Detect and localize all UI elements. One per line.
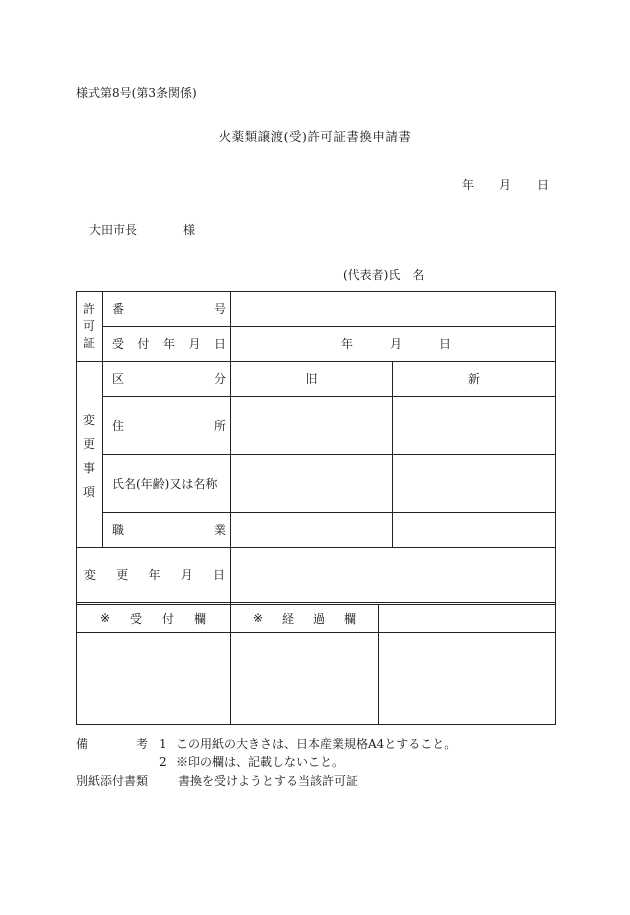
name-new-field[interactable]: [393, 455, 555, 512]
change-items-group-label: 変 更 事 項: [82, 413, 95, 499]
occupation-new-field[interactable]: [393, 513, 555, 547]
note-2-text: ※印の欄は、記載しないこと。: [176, 755, 345, 769]
received-date-label: 受 付 年 月 日: [112, 337, 226, 351]
document-title: 火薬類譲渡(受)許可証書換申請書: [218, 129, 412, 144]
address-old-field[interactable]: [231, 397, 392, 454]
received-year: 年: [341, 337, 354, 351]
notes-label-kou: 考: [136, 737, 149, 751]
permit-group-label: 許 可 証: [82, 301, 95, 350]
progress-field[interactable]: [231, 633, 378, 724]
change-date-label: 変 更 年 月 日: [84, 568, 225, 582]
addressee-honorific: 様: [183, 223, 196, 237]
note-2-number: 2: [159, 755, 167, 769]
address-label: 住 所: [112, 418, 226, 433]
occupation-old-field[interactable]: [231, 513, 392, 547]
reception-field[interactable]: [77, 633, 230, 724]
progress-column-header: ※ 経 過 欄: [253, 611, 356, 626]
old-column-header: 旧: [305, 372, 318, 386]
date-year: 年: [462, 178, 475, 192]
date-day: 日: [537, 178, 550, 192]
reception-column-header: ※ 受 付 欄: [100, 611, 206, 626]
name-label: 氏名(年齢)又は名称: [112, 476, 218, 491]
new-column-header: 新: [467, 372, 480, 386]
attachment-label: 別紙添付書類: [76, 774, 149, 788]
addressee: 大田市長: [89, 223, 138, 237]
note-1-number: 1: [159, 737, 167, 751]
name-old-field[interactable]: [231, 455, 392, 512]
permit-number-label: 番 号: [112, 302, 226, 316]
received-date-field[interactable]: [231, 326, 555, 361]
representative-name-label: (代表者)氏 名: [343, 268, 425, 282]
form-number: 様式第8号(第3条関係): [76, 86, 197, 100]
application-form-table: [76, 291, 556, 725]
address-new-field[interactable]: [393, 397, 555, 454]
note-1-text: この用紙の大きさは、日本産業規格A4とすること。: [176, 737, 457, 751]
received-day: 日: [439, 337, 452, 351]
occupation-label: 職 業: [112, 523, 226, 537]
permit-number-field[interactable]: [231, 291, 555, 326]
extra-column-header: [379, 604, 555, 632]
category-label: 区 分: [112, 372, 226, 386]
notes-label-bi: 備: [76, 737, 89, 751]
attachment-text: 書換を受けようとする当該許可証: [178, 774, 359, 788]
change-date-field[interactable]: [231, 548, 555, 602]
date-month: 月: [499, 178, 512, 192]
extra-field[interactable]: [379, 633, 555, 724]
received-month: 月: [390, 337, 403, 351]
